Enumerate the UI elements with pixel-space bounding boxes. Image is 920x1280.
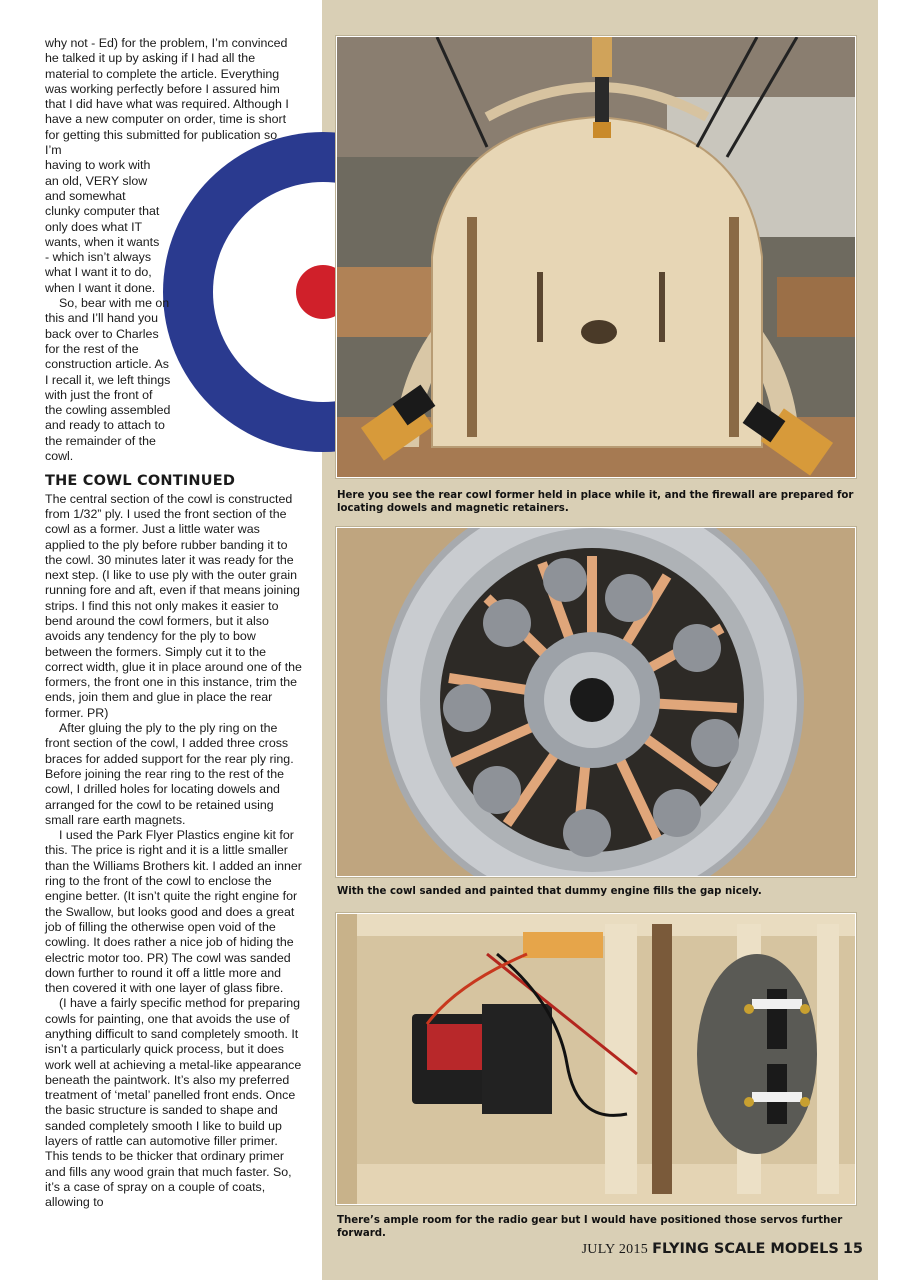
section-heading: THE COWL CONTINUED xyxy=(45,473,236,490)
page-number: 15 xyxy=(842,1241,863,1257)
photo-dummy-engine-image xyxy=(337,528,855,876)
article-text-column xyxy=(45,36,303,1211)
photo-rear-cowl-former xyxy=(336,36,856,478)
body-paragraph-4: (I have a fairly specific method for preparing cowls for painting, one that avoids the use of anything difficult to sand completely smooth. It isn’t a particularly quick process, but it does work well at achieving a metal-like appearance beneath the paintwork. It’s also my preferred treatment of ‘metal’ panelled front ends. Once the basic structure is sanded to shape and sanded completely smooth I like to build up layers of rattle can automotive filler primer. This tends to be thicker that ordinary primer and fills any wood grain that much faster. So, it’s a case of spray on a couple of coats, allowing to xyxy=(45,996,302,1210)
intro-paragraph-2: having to work with an old, VERY slow and somewhat clunky computer that only does what IT wants, when it wants - which isn’t always what I want it to do, when I want it done. xyxy=(45,158,160,295)
body-paragraph-2: After gluing the ply to the ply ring on the front section of the cowl, I added three cross braces for added support for the rear ply ring. Before joining the rear ring to the rest of the cowl, I drilled holes for locating dowels and arranged for the cowl to be retained using small rare earth magnets. xyxy=(45,721,294,827)
intro-paragraph-3: So, bear with me on this and I’ll hand you back over to Charles for the rest of the construction article. As I recall it, we left things with just the front of the cowling assembled and ready to attach to the remainder of the cowl. xyxy=(45,296,171,464)
magazine-name: FLYING SCALE MODELS xyxy=(652,1241,839,1257)
page-footer xyxy=(573,1240,863,1258)
photo-radio-gear xyxy=(336,913,856,1205)
photo-dummy-engine xyxy=(336,527,856,877)
caption-photo-1: Here you see the rear cowl former held in place while it, and the firewall are prepared for locating dowels and magnetic retainers. xyxy=(337,490,854,514)
body-paragraph-3: I used the Park Flyer Plastics engine kit for this. The price is right and it is a little smaller than the Williams Brothers kit. I added an inner ring to the front of the cowl to enclose the engine better. (It isn’t quite the right engine for the Swallow, but looks good and does a great job of filling the otherwise open void of the cowling. It does rather a nice job of hiding the electric motor too. PR) The cowl was sanded down further to round it off a little more and then covered it with one layer of glass fibre. xyxy=(45,828,302,996)
photo-radio-gear-image xyxy=(337,914,855,1204)
caption-photo-2: With the cowl sanded and painted that dummy engine fills the gap nicely. xyxy=(337,886,762,897)
intro-paragraph-1: why not - Ed) for the problem, I’m convinced he talked it up by asking if I had all the material to complete the article. Everything was working perfectly before I assured him that I did have what was required. Although I have a new computer on order, time is short for getting this submitted for publication so I’m xyxy=(45,36,289,158)
body-paragraph-1: The central section of the cowl is constructed from 1/32” ply. I used the front section of the cowl as a former. Just a little water was applied to the ply before rubber banding it to the cowl. 30 minutes later it was ready for the next step. (I like to use ply with the outer grain running fore and aft, even if that means joining strips. I find this not only makes it easier to bend around the cowl formers, but it also avoids any tendency for the ply to bow between the formers. Simply cut it to the correct width, glue it in place around one of the formers, the front one in this instance, trim the ends, join them and glue in place the rear former. PR) xyxy=(45,491,302,720)
photo-rear-cowl-former-image xyxy=(337,37,855,477)
issue-date: JULY 2015 xyxy=(581,1242,649,1257)
caption-photo-3: There’s ample room for the radio gear but I would have positioned those servos further forward. xyxy=(337,1215,843,1239)
